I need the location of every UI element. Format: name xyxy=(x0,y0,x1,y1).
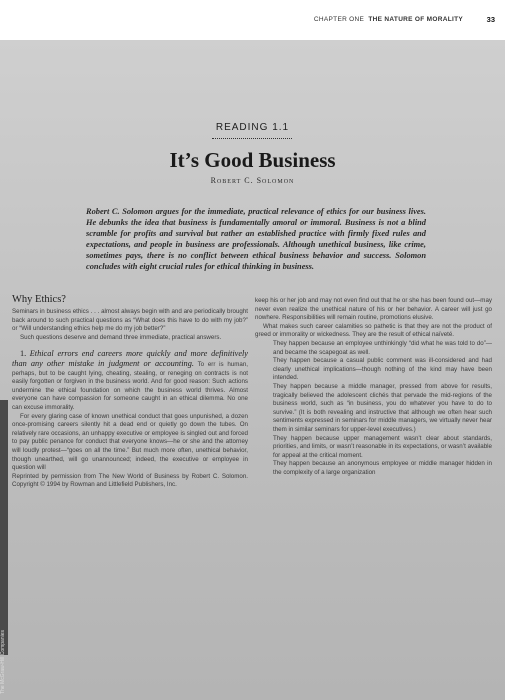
list-item: They happen because a middle manager, pressed from above for results, tragically believed the adolescent clichés that pervade the mid-regions of the business world, such as “in business, you do whatever you have to do to survive.” (It is both revealing and instructive that although we often hear such sentiments expressed in seminars for middle managers, we virtually never hear them in similar seminars for upper-level executives.) xyxy=(273,382,492,433)
reading-label: READING 1.1 xyxy=(215,122,290,133)
page-header xyxy=(0,0,505,40)
paragraph: What makes such career calamities so pathetic is that they are not the product of greed or immorality or wickedness. They are the result of ethical naïveté. xyxy=(255,322,492,339)
list-item: They happen because upper management wasn’t clear about standards, priorities, and limits, or wasn’t reasonable in its expectations, or wasn’t available for appeal at the critical moment. xyxy=(273,434,492,459)
section-heading: Why Ethics? xyxy=(12,294,66,305)
side-tab xyxy=(0,400,8,655)
right-column xyxy=(255,297,492,477)
page-number: 33 xyxy=(486,15,495,24)
list-item: They happen because an employee unthinkingly “did what he was told to do”—and became the scapegoat as well. xyxy=(273,339,492,356)
paragraph: For every glaring case of known unethical conduct that goes unpunished, a dozen once-promising careers silently hit a dead end or quietly go down the tubes. On relatively rare occasions, an unhappy executive or employee is singled out and forced to pay public penance for conduct that everyone knows—he or she and the attorney will loudly protest—“goes on all the time.” But much more often, unethical behavior, though unearthed, will go unannounced; indeed, the executive or employee in question will xyxy=(12,412,248,472)
point-number: 1. xyxy=(20,349,27,359)
running-head xyxy=(314,16,463,23)
article-abstract: Robert C. Solomon argues for the immediate, practical relevance of ethics for our business lives. He debunks the idea that business is fundamentally amoral or immoral. Business is not a blind scramble for profits and survival but rather an established practice with firmly fixed rules and expectations, and people in business are professionals. Although unethical business, like crime, sometimes pays, there is no conflict between ethical business behavior and success. Solomon concludes with eight crucial rules for ethical thinking in business. xyxy=(86,207,426,271)
numbered-point xyxy=(12,350,248,412)
list-item: They happen because a casual public comment was ill-considered and had clearly unethical implications—though nothing of the kind may have been intended. xyxy=(273,357,492,382)
left-column xyxy=(12,294,248,490)
paragraph: Seminars in business ethics . . . almost always begin with and are periodically brought back around to such practical questions as “What does this have to do with my job?” or “Will understanding ethics help me do my job better?” xyxy=(12,308,248,333)
article-title: It’s Good Business xyxy=(169,148,336,172)
chapter-title: THE NATURE OF MORALITY xyxy=(368,16,463,23)
reprint-credit: Reprinted by permission from The New World of Business by Robert C. Solomon. Copyright © 1994 by Rowman and Littlefield Publishers, Inc. xyxy=(12,472,248,489)
chapter-label: CHAPTER ONE xyxy=(313,16,365,23)
point-lead: Ethical errors end careers more quickly and more definitively than any other mistake in judgment or accounting. xyxy=(12,349,248,368)
article-author: Robert C. Solomon xyxy=(210,176,295,185)
list-item: They happen because an anonymous employee or middle manager hidden in the complexity of a large organization xyxy=(273,460,492,476)
dotted-divider xyxy=(212,138,292,139)
paragraph: keep his or her job and may not even find out that he or she has been found out—may never even realize the unethical nature of his or her behavior. A career will just go nowhere. Responsibilities will remain routine, promotions elusive. xyxy=(255,297,492,322)
point-body: To err is human, perhaps, but to be caught lying, cheating, stealing, or reneging on contracts is not easily forgotten or forgiven in the business world. And for good reason: Such actions undermine the ethical foundation on which the business world thrives. Almost everyone can have compassion for someone caught in an ethical dilemma. No one can excuse immorality. xyxy=(12,360,248,411)
paragraph: Such questions deserve and demand three immediate, practical answers. xyxy=(20,333,222,341)
side-tab-text: The McGraw-Hill Companies xyxy=(0,630,6,694)
